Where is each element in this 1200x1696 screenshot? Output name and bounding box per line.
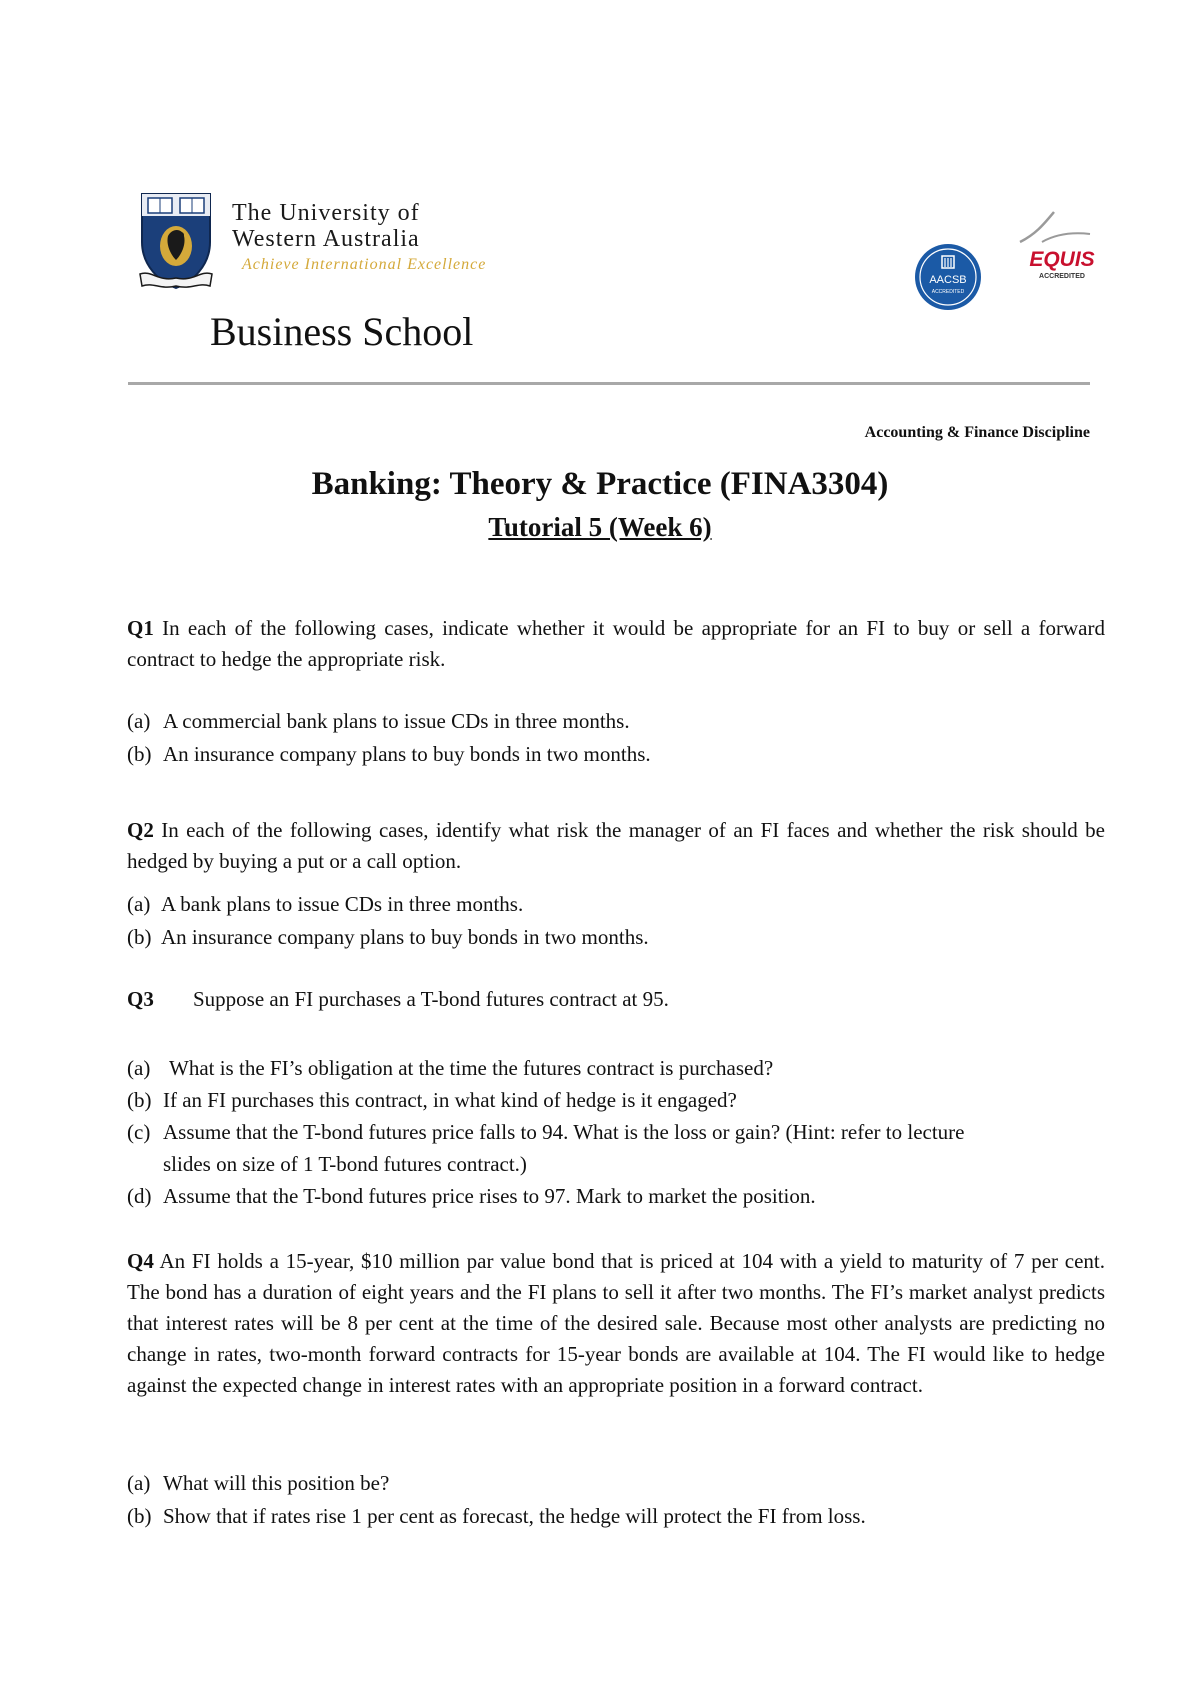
- question-number: Q4: [127, 1249, 154, 1273]
- item-text: An insurance company plans to buy bonds in two months.: [161, 925, 649, 949]
- school-name: Business School: [210, 309, 474, 354]
- aacsb-accredited-logo: [913, 242, 983, 312]
- question-text: In each of the following cases, identify what risk the manager of an FI faces and whether the risk should be hedged by buying a put or a call option.: [127, 818, 1105, 873]
- item-text: What is the FI’s obligation at the time the futures contract is purchased?: [169, 1056, 774, 1080]
- item-text: Assume that the T-bond futures price rises to 97. Mark to market the position.: [163, 1184, 816, 1208]
- question-number: Q2: [127, 818, 154, 842]
- svg-text:AACSB: AACSB: [929, 274, 967, 286]
- item-text: An insurance company plans to buy bonds in two months.: [163, 742, 651, 766]
- svg-text:ACCREDITED: ACCREDITED: [1039, 273, 1085, 280]
- item-label: (b): [127, 742, 152, 766]
- item-label: (a): [127, 709, 151, 733]
- header-divider: [128, 382, 1090, 385]
- svg-text:ACCREDITED: ACCREDITED: [931, 289, 965, 295]
- question-text: An FI holds a 15-year, $10 million par value bond that is priced at 104 with a yield to maturity of 7 per cent. The bond has a duration of eight years and the FI plans to sell it after two months. The FI’s market analyst predicts that interest rates will be 8 per cent at the time of the desired sale. Because most other analysts are predicting no change in rates, two-month forward contracts for 15-year bonds are available at 104. The FI would like to hedge against the expected change in interest rates with an appropriate position in a forward contract.: [127, 1249, 1105, 1397]
- equis-accredited-logo: [1006, 208, 1098, 286]
- item-label: (c): [127, 1120, 151, 1144]
- item-label: (b): [127, 1504, 152, 1528]
- tutorial-subtitle: Tutorial 5 (Week 6): [488, 512, 712, 542]
- item-text: A bank plans to issue CDs in three months.: [161, 892, 524, 916]
- item-label: (b): [127, 1088, 152, 1112]
- university-name-line2: Western Australia: [232, 226, 420, 252]
- item-label: (d): [127, 1184, 152, 1208]
- document-title: Banking: Theory & Practice (FINA3304): [311, 466, 889, 502]
- question-1: [127, 613, 1105, 675]
- item-text: Show that if rates rise 1 per cent as forecast, the hedge will protect the FI from loss.: [163, 1504, 866, 1528]
- item-text: slides on size of 1 T-bond futures contract.): [163, 1152, 527, 1176]
- item-label: (a): [127, 1056, 151, 1080]
- item-text: What will this position be?: [163, 1471, 390, 1495]
- question-text: In each of the following cases, indicate whether it would be appropriate for an FI to buy or sell a forward contract to hedge the appropriate risk.: [127, 616, 1105, 671]
- question-number: Q3: [127, 987, 154, 1011]
- question-number: Q1: [127, 616, 154, 640]
- uwa-crest-logo: [138, 190, 214, 290]
- item-label: (b): [127, 925, 152, 949]
- question-4: [127, 1246, 1105, 1401]
- question-text: Suppose an FI purchases a T-bond futures contract at 95.: [193, 987, 669, 1011]
- item-label: (a): [127, 1471, 151, 1495]
- item-text: If an FI purchases this contract, in what kind of hedge is it engaged?: [163, 1088, 737, 1112]
- discipline-label: Accounting & Finance Discipline: [864, 424, 1090, 441]
- item-text: Assume that the T-bond futures price falls to 94. What is the loss or gain? (Hint: refer to lecture: [163, 1120, 965, 1144]
- svg-text:EQUIS: EQUIS: [1029, 248, 1095, 271]
- question-2: [127, 815, 1105, 877]
- item-label: (a): [127, 892, 151, 916]
- university-name-line1: The University of: [232, 200, 420, 226]
- university-tagline: Achieve International Excellence: [242, 256, 487, 273]
- item-text: A commercial bank plans to issue CDs in three months.: [163, 709, 630, 733]
